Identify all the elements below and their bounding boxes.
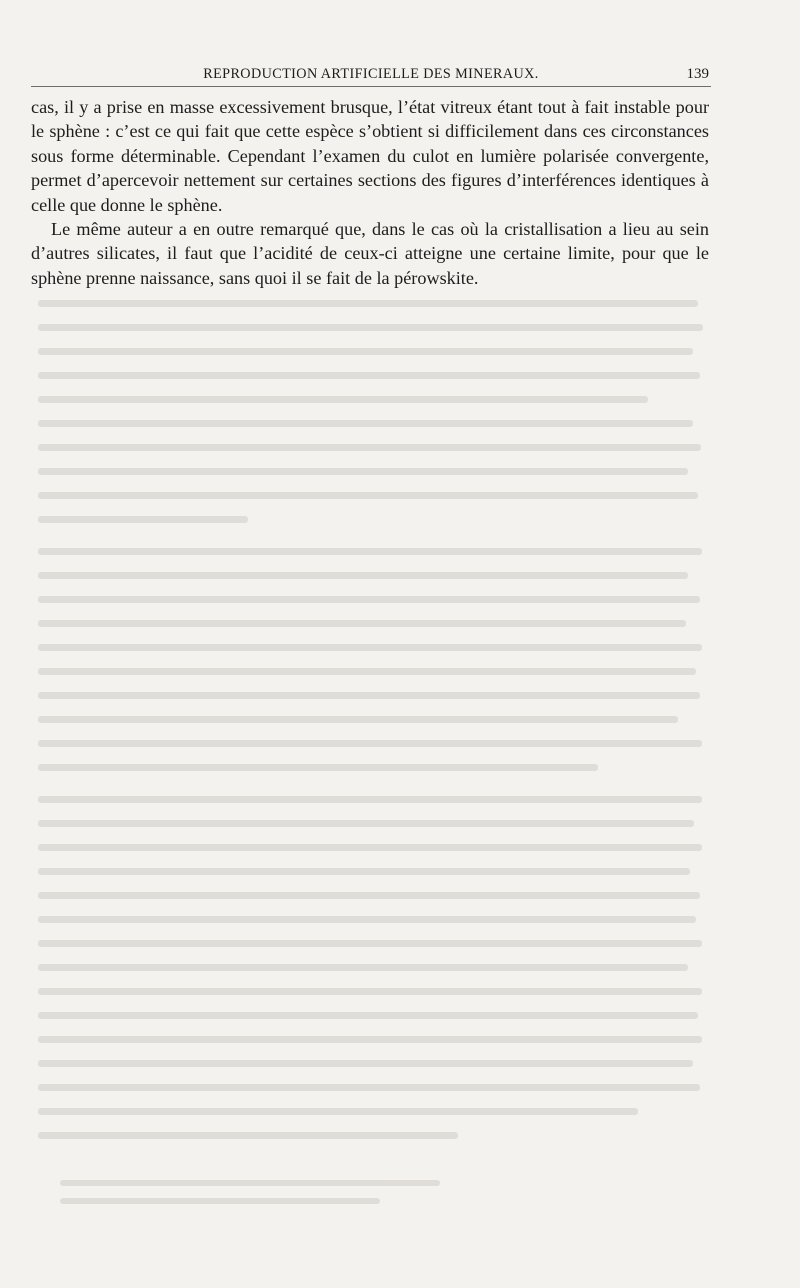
paragraph: cas, il y a prise en masse excessivement brusque, l’état vitreux étant tout à fait instable pour le sphène : c’est ce qui fait que cette espèce s’obtient si difficilement dans ces circonstances sous forme déterminable. Cependant l’examen du culot en lumière polarisée convergente, permet d’apercevoir nettement sur certaines sections des figures d’interférences identiques à celle que donne le sphène. <box>31 97 709 215</box>
running-header <box>31 64 711 87</box>
page-number: 139 <box>686 66 709 82</box>
running-title: REPRODUCTION ARTIFICIELLE DES MINERAUX. <box>203 66 539 82</box>
body-text <box>31 95 709 290</box>
paragraph: Le même auteur a en outre remarqué que, dans le cas où la cristallisation a lieu au sein d’autres silicates, il faut que l’acidité de ceux-ci atteigne une certaine limite, pour que le sphène prenne naissance, sans quoi il se fait de la pérowskite. <box>31 219 709 288</box>
